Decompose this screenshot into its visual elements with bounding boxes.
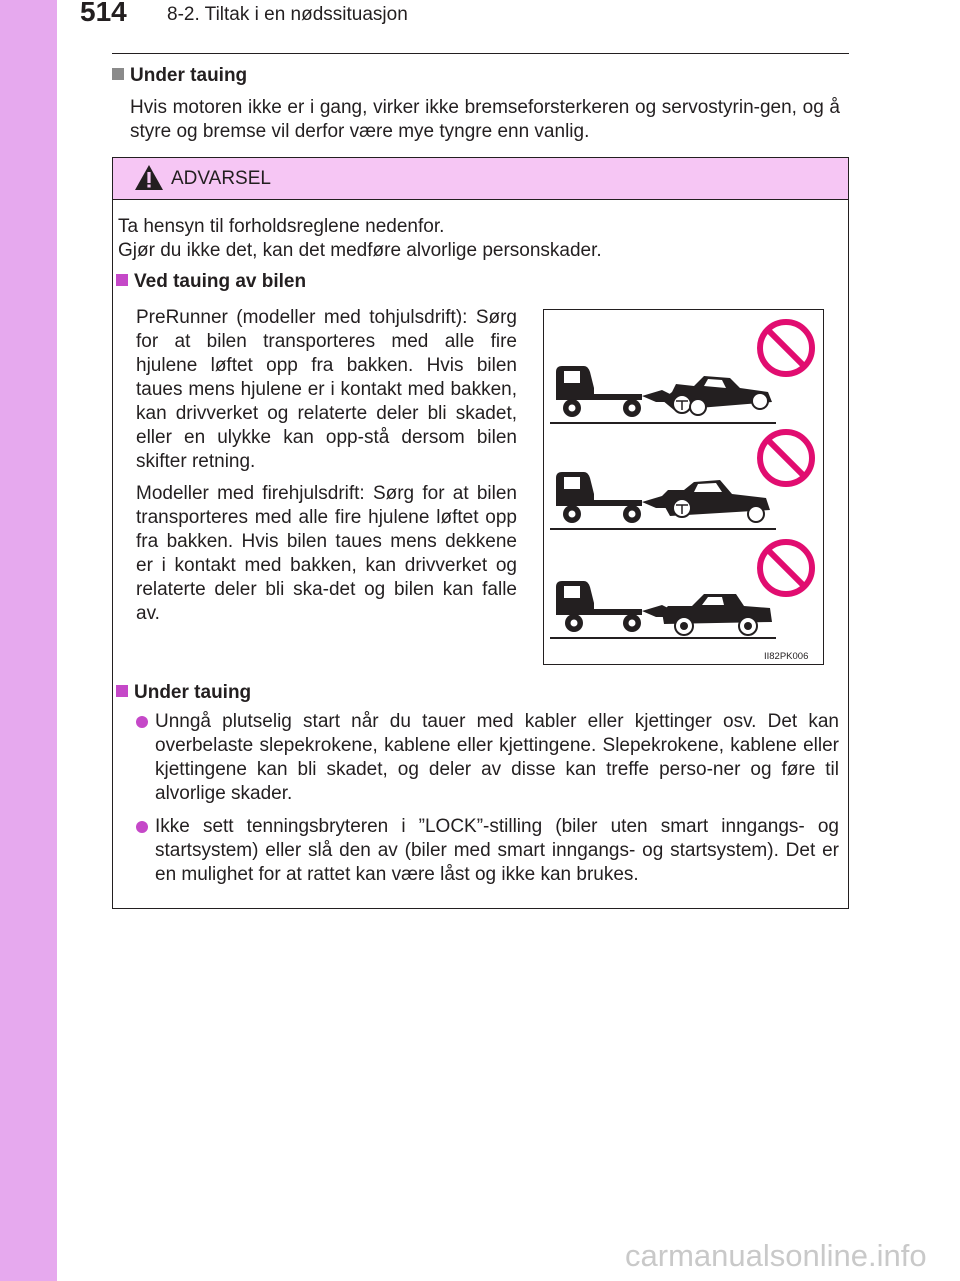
round-bullet-icon xyxy=(136,716,148,728)
square-bullet-icon xyxy=(116,274,128,286)
towing-heading-text: Ved tauing av bilen xyxy=(134,271,307,292)
round-bullet-icon xyxy=(136,821,148,833)
tow-scene-3 xyxy=(550,542,812,638)
towing-illustration xyxy=(543,309,824,665)
watermark: carmanualsonline.info xyxy=(625,1238,927,1273)
under-towing-bullet-1: Unngå plutselig start når du tauer med kabler eller kjettinger osv. Det kan overbelaste slepekrokene, kablene eller kjettingene. Slepekrokene, kablene eller kjettingene kan bli skadet, og deler av disse kan treffe perso-ner og føre til alvorlige skader. xyxy=(155,711,839,804)
square-bullet-icon xyxy=(116,685,128,697)
under-towing-heading xyxy=(116,682,251,704)
warning-label: ADVARSEL xyxy=(171,168,271,189)
towing-para-4wd: Modeller med firehjulsdrift: Sørg for at bilen transporteres med alle fire hjulene løftet opp fra bakken. Hvis bilen taues mens dekkene er i kontakt med bakken, kan drivverket og relaterte deler bli ska-det og bilen kan falle av. xyxy=(136,483,517,624)
section-title: 8-2. Tiltak i en nødssituasjon xyxy=(167,4,408,25)
warning-header xyxy=(113,158,848,200)
warning-intro-line2: Gjør du ikke det, kan det medføre alvorlige personskader. xyxy=(118,240,602,261)
warning-triangle-icon xyxy=(134,164,164,191)
header-rule xyxy=(112,53,849,54)
page-side-band xyxy=(0,0,57,1281)
towing-heading xyxy=(116,271,306,293)
warning-intro-line1: Ta hensyn til forholdsreglene nedenfor. xyxy=(118,216,445,237)
intro-text: Hvis motoren ikke er i gang, virker ikke bremseforsterkeren og servostyrin-gen, og å styre og bremse vil derfor være mye tyngre enn vanlig. xyxy=(130,97,840,142)
page-number: 514 xyxy=(80,0,127,27)
towing-diagram xyxy=(544,310,823,664)
under-towing-heading-text: Under tauing xyxy=(134,682,252,703)
intro-heading-text: Under tauing xyxy=(130,65,248,86)
square-bullet-icon xyxy=(112,68,124,80)
tow-scene-2 xyxy=(550,432,812,529)
intro-heading xyxy=(112,65,247,87)
figure-code: II82PK006 xyxy=(764,651,809,662)
under-towing-bullet-2: Ikke sett tenningsbryteren i ”LOCK”-stilling (biler uten smart inngangs- og startsystem) eller slå den av (biler med smart inngangs- og startsystem). Det er en mulighet for at rattet kan være låst og ikke kan brukes. xyxy=(155,816,839,885)
towing-para-prerunner: PreRunner (modeller med tohjulsdrift): Sørg for at bilen transporteres med alle fire hjulene løftet opp fra bakken. Hvis bilen taues mens hjulene er i kontakt med bakken, kan drivverket og relaterte deler bli skadet, eller en ulykke kan opp-stå dersom bilen skifter retning. xyxy=(136,307,517,472)
tow-scene-1 xyxy=(550,322,812,423)
